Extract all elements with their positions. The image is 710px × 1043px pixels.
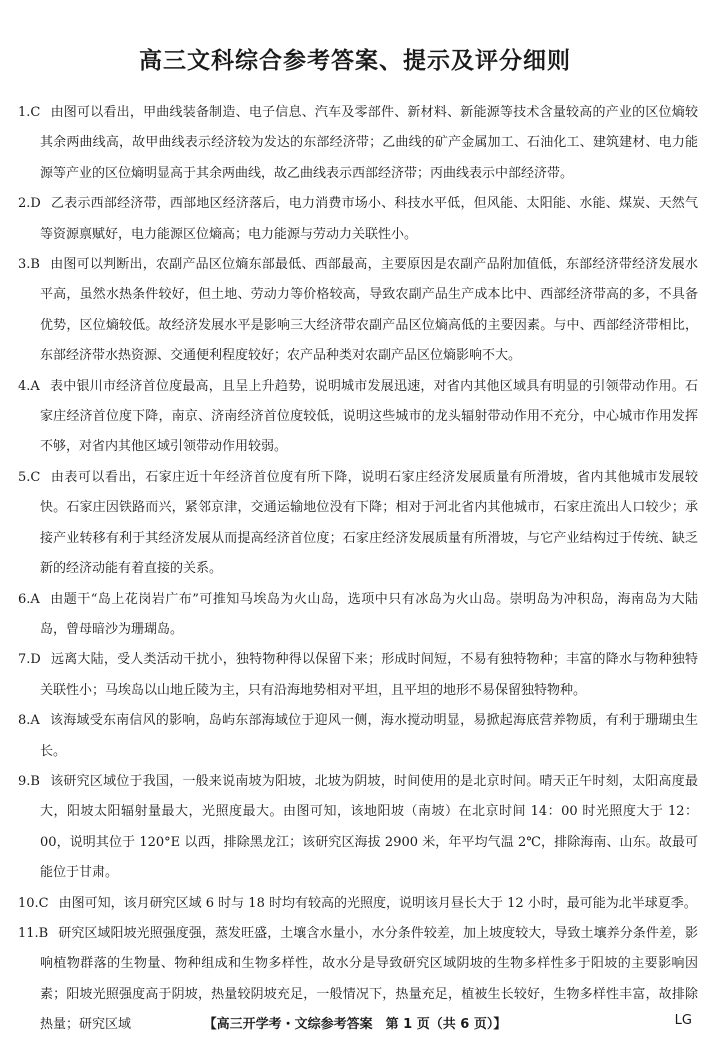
- answer-number: 11.B: [18, 925, 49, 941]
- answer-number: 6.A: [18, 591, 40, 607]
- answer-explanation: 该海域受东南信风的影响，岛屿东部海域位于迎风一侧，海水搅动明显，易掀起海底营养物质，有利于珊瑚虫生长。: [40, 713, 698, 759]
- answer-list: [18, 98, 698, 1041]
- answer-item: [18, 250, 698, 372]
- answer-explanation: 远离大陆，受人类活动干扰小，独特物种得以保留下来；形成时间短，不易有独特物种；丰富的降水与物种独特关联性小；马埃岛以山地丘陵为主，只有沿海地势相对平坦，且平坦的地形不易保留独特物种。: [40, 652, 698, 698]
- answer-number: 2.D: [18, 196, 41, 212]
- answer-item: [18, 463, 698, 585]
- answer-explanation: 研究区域阳坡光照强度强，蒸发旺盛，土壤含水量小，水分条件较差，加上坡度较大，导致土壤养分条件差，影响植物群落的生物量、物种组成和生物多样性，故水分是导致研究区域阴坡的生物多样性多于阳坡的主要影响因素；阳坡光照强度高于阴坡，热量较阴坡充足，一般情况下，热量充足，植被生长较好，生物多样性丰富，故排除热量；研究区域: [40, 925, 698, 1033]
- answer-explanation: 由表可以看出，石家庄近十年经济首位度有所下降，说明石家庄经济发展质量有所滑坡，省内其他城市发展较快。石家庄因铁路而兴，紧邻京津，交通运输地位没有下降；相对于河北省内其他城市，石家庄流出人口较少；承接产业转移有利于其经济发展从而提高经济首位度；石家庄经济发展质量有所滑坡，与它产业结构过于传统、缺乏新的经济动能有着直接的关系。: [40, 469, 698, 577]
- answer-explanation: 由图可知，该月研究区域 6 时与 18 时均有较高的光照度，说明该月昼长大于 12 小时，最可能为北半球夏季。: [58, 895, 697, 911]
- answer-item: [18, 767, 698, 889]
- answer-item: [18, 585, 698, 646]
- footer-page-info: 【高三开学考・文综参考答案 第 1 页（共 6 页）】: [203, 1017, 507, 1032]
- answer-item: [18, 706, 698, 767]
- answer-number: 9.B: [18, 773, 40, 789]
- answer-number: 3.B: [18, 257, 40, 273]
- page-title: 高三文科综合参考答案、提示及评分细则: [139, 48, 571, 74]
- answer-item: [18, 189, 698, 250]
- answer-number: 4.A: [18, 378, 40, 394]
- answer-item: [18, 98, 698, 189]
- answer-number: 5.C: [18, 469, 41, 485]
- answer-explanation: 该研究区域位于我国，一般来说南坡为阳坡，北坡为阴坡，时间使用的是北京时间。晴天正午时刻，太阳高度最大，阳坡太阳辐射量最大，光照度最大。由图可知，该地阳坡（南坡）在北京时间 14：00 时光照度大于 12：00，说明其位于 120°E 以西，排除黑龙江；该研究区海拔 2900 米，年平均气温 2℃，排除海南、山东。故最可能位于甘肃。: [40, 773, 698, 881]
- answer-number: 8.A: [18, 713, 40, 729]
- answer-number: 10.C: [18, 895, 49, 911]
- answer-explanation: 由题干“岛上花岗岩广布”可推知马埃岛为火山岛，选项中只有冰岛为火山岛。崇明岛为冲积岛，海南岛为大陆岛，曾母暗沙为珊瑚岛。: [40, 591, 698, 637]
- answer-explanation: 表中银川市经济首位度最高，且呈上升趋势，说明城市发展迅速，对省内其他区域具有明显的引领带动作用。石家庄经济首位度下降，南京、济南经济首位度较低，说明这些城市的龙头辐射带动作用不充分，中心城市作用发挥不够，对省内其他区域引领带动作用较弱。: [40, 378, 698, 455]
- answer-item: [18, 372, 698, 463]
- answer-explanation: 由图可以判断出，农副产品区位熵东部最低、西部最高，主要原因是农副产品附加值低，东部经济带经济发展水平高，虽然水热条件较好，但土地、劳动力等价格较高，导致农副产品生产成本比中、西部经济带高的多，不具备优势，区位熵较低。故经济发展水平是影响三大经济带农副产品区位熵高低的主要因素。与中、西部经济带相比，东部经济带水热资源、交通便利程度较好；农产品种类对农副产品区位熵影响不大。: [40, 257, 698, 364]
- answer-item: [18, 889, 698, 919]
- answer-number: 1.C: [18, 105, 41, 120]
- answer-explanation: 乙表示西部经济带，西部地区经济落后，电力消费市场小、科技水平低，但风能、太阳能、水能、煤炭、天然气等资源禀赋好，电力能源区位熵高；电力能源与劳动力关联性小。: [40, 196, 698, 242]
- answer-number: 7.D: [18, 652, 41, 668]
- footer-code: LG: [674, 1013, 692, 1028]
- answer-explanation: 由图可以看出，甲曲线装备制造、电子信息、汽车及零部件、新材料、新能源等技术含量较高的产业的区位熵较其余两曲线高，故甲曲线表示经济较为发达的东部经济带；乙曲线的矿产金属加工、石油化工、建筑建材、电力能源等产业的区位熵明显高于其余两曲线，故乙曲线表示西部经济带；丙曲线表示中部经济带。: [40, 105, 698, 181]
- answer-item: [18, 645, 698, 706]
